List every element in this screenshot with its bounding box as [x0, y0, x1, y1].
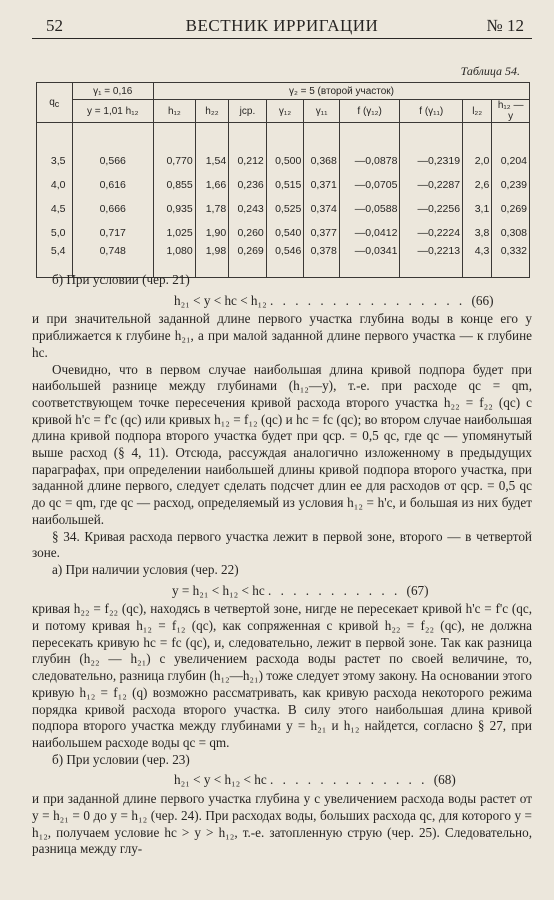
table-cell: —0,0705 — [339, 173, 400, 197]
table-row — [37, 173, 530, 197]
group-header-second-section: γ₂ = 5 (второй участок) — [153, 83, 529, 100]
table-cell: 0,374 — [304, 197, 340, 221]
col-header: f (γ₁₁) — [400, 100, 463, 123]
table-cell: 0,717 — [72, 221, 153, 245]
formula-number: (66) — [471, 292, 494, 308]
table-cell: 0,377 — [304, 221, 340, 245]
formula-expression: h₂₁ < y < hc < h₁₂ — [174, 292, 267, 308]
table-54 — [36, 82, 530, 278]
page-number: 52 — [46, 16, 63, 35]
table-cell: 0,855 — [153, 173, 195, 197]
table-cell: 0,332 — [492, 245, 530, 278]
table-cell: 1,78 — [195, 197, 228, 221]
table-cell: 0,378 — [304, 245, 340, 278]
formula-66: h₂₁ < y < hc < h₁₂ . . . . . . . . . . . . . . . . (66) — [174, 292, 494, 308]
paragraph: и при значительной заданной длине первого участка глубина воды в конце его у приближается к глубине h₂₁, а при малой заданной длине первого участка — к глубине hc. — [32, 311, 532, 360]
table-cell: 1,98 — [195, 245, 228, 278]
table-cell: 3,5 — [37, 123, 73, 174]
formula-68: h₂₁ < y < h₁₂ < hc . . . . . . . . . . . . . (68) — [174, 772, 456, 788]
formula-67: y = h₂₁ < h₁₂ < hc . . . . . . . . . . . (67) — [172, 582, 429, 598]
section-34: § 34. Кривая расхода первого участка лежит в первой зоне, второго — в четвертой зоне. — [32, 528, 532, 561]
table-cell: 1,025 — [153, 221, 195, 245]
table-cell: —0,0878 — [339, 123, 400, 174]
table-cell: 0,566 — [72, 123, 153, 174]
table-cell: 0,546 — [266, 245, 304, 278]
formula-number: (67) — [406, 582, 429, 598]
table-cell: —0,2213 — [400, 245, 463, 278]
col-header-y: y = 1,01 h₁₂ — [72, 100, 153, 123]
condition-heading: б) При условии (чер. 21) — [52, 272, 190, 287]
table-cell: 0,239 — [492, 173, 530, 197]
issue-number: № 12 — [486, 16, 524, 35]
group-header-first-section: γ₁ = 0,16 — [72, 83, 153, 100]
table-row — [37, 197, 530, 221]
table-row — [37, 123, 530, 174]
table-cell: —0,0588 — [339, 197, 400, 221]
paragraph: Очевидно, что в первом случае наибольшая длина кривой подпора будет при наибольшей разнице между глубинами (h₁₂—у), т.-е. при расходе qc = qm, соответствующем точке пересечения кривой расхода второго участка h₂₂ = f₂₂ (qc) с кривой h'c = f'c (qc) или кривых h₁₂ = f₁₂ (qc) и hc = fc (qc); во втором случае наибольшая длина кривой подпора второго участка будет при qср. = 0,5 qc, где qc — упомянутый выше расход (§ 4, 11). Отсюда, рассуждая аналогично изложенному в предыдущих параграфах, при определении наибольшей длины кривой подпора второго участка, при заданной длине первого, следует сделать подсчет длин ее для расходов от qср. = 0,5 qc до qc = qm, где qc — расход, определяемый из условия h₁₂ = h'c, и большая из них будет наибольшей. — [32, 361, 532, 527]
condition-heading: а) При наличии условия (чер. 22) — [52, 561, 239, 577]
col-header: h₁₂ — y — [492, 100, 530, 123]
col-header: γ₁₂ — [266, 100, 304, 123]
col-header: γ₁₁ — [304, 100, 340, 123]
table-cell: 0,616 — [72, 173, 153, 197]
table-cell: 4,5 — [37, 197, 73, 221]
table-cell: 0,935 — [153, 197, 195, 221]
table-cell: 1,080 — [153, 245, 195, 278]
table-cell: 0,540 — [266, 221, 304, 245]
body-text — [32, 272, 532, 858]
table-cell: 0,204 — [492, 123, 530, 174]
table-cell: 0,525 — [266, 197, 304, 221]
table-cell: 0,308 — [492, 221, 530, 245]
table-cell: —0,2224 — [400, 221, 463, 245]
table-cell: 0,236 — [229, 173, 267, 197]
formula-number: (68) — [433, 772, 456, 788]
table-cell: 0,500 — [266, 123, 304, 174]
col-header: h₂₂ — [195, 100, 228, 123]
col-header: l₂₂ — [463, 100, 492, 123]
page-header — [32, 16, 532, 39]
table-cell: 0,666 — [72, 197, 153, 221]
paragraph: и при заданной длине первого участка глубина у с увеличением расхода воды растет от y = h₂₁ = 0 до y = h₁₂ (чер. 24). При расходах воды, больших расхода qc, для которого y = h₁₂, получаем условие hc > y > h₁₂, т.-е. затопленную струю (чер. 25). Следовательно, разница между глу- — [32, 791, 532, 857]
table-cell: 0,748 — [72, 245, 153, 278]
table-cell: 0,770 — [153, 123, 195, 174]
table-cell: 0,260 — [229, 221, 267, 245]
table-cell: 2,6 — [463, 173, 492, 197]
table-cell: 1,54 — [195, 123, 228, 174]
table-caption: Таблица 54. — [460, 64, 520, 78]
col-header-qc: $q_c$ — [37, 83, 73, 123]
journal-title: ВЕСТНИК ИРРИГАЦИИ — [185, 16, 379, 35]
table-cell: 1,90 — [195, 221, 228, 245]
table-cell: —0,2256 — [400, 197, 463, 221]
table-cell: —0,0412 — [339, 221, 400, 245]
table-cell: 4,3 — [463, 245, 492, 278]
table-cell: 5,0 — [37, 221, 73, 245]
paragraph: кривая h₂₂ = f₂₂ (qc), находясь в четвертой зоне, нигде не пересекает кривой h'c = f'c (qc, и потому кривая h₁₂ = f₁₂ (qc), как сопряженная с кривой h₂₂ = f₂₂ (qc), не должна пересекать кривую hc = fc (qc), и, следовательно, лежит в первой зоне. Так как разница глубин (h₂₂ — h₂₁) с увеличением расхода воды растет по своей величине, то, следовательно, разница глубин (h₁₂—h₂₁) тоже следует этому закону. На основании этого кривую h₁₂ = f₁₂ (q) возможно рассматривать, как кривую расхода некоторого режима порядка кривой расхода второго участка. В силу этого наибольшая длина кривой подпора второго участка между глубинами y = h₂₁ и h₁₂ найдется, согласно § 27, при наибольшем расходе воды qc = qm. — [32, 601, 532, 750]
table-cell: 0,371 — [304, 173, 340, 197]
table-cell: 0,515 — [266, 173, 304, 197]
table-cell: —0,2287 — [400, 173, 463, 197]
table-cell: 2,0 — [463, 123, 492, 174]
table-cell: 4,0 — [37, 173, 73, 197]
formula-expression: y = h₂₁ < h₁₂ < hc — [172, 582, 265, 598]
col-header: jср. — [229, 100, 267, 123]
table-cell: —0,2319 — [400, 123, 463, 174]
table-cell: 0,212 — [229, 123, 267, 174]
col-header: h₁₂ — [153, 100, 195, 123]
table-row — [37, 221, 530, 245]
condition-heading: б) При условии (чер. 23) — [52, 751, 190, 767]
table-cell: —0,0341 — [339, 245, 400, 278]
table-cell: 3,1 — [463, 197, 492, 221]
table-cell: 0,368 — [304, 123, 340, 174]
table-cell: 1,66 — [195, 173, 228, 197]
table-cell: 0,243 — [229, 197, 267, 221]
col-header: f (γ₁₂) — [339, 100, 400, 123]
table-cell: 5,4 — [37, 245, 73, 278]
formula-expression: h₂₁ < y < h₁₂ < hc — [174, 772, 267, 788]
table-cell: 0,269 — [492, 197, 530, 221]
table-cell: 0,269 — [229, 245, 267, 278]
table-cell: 3,8 — [463, 221, 492, 245]
